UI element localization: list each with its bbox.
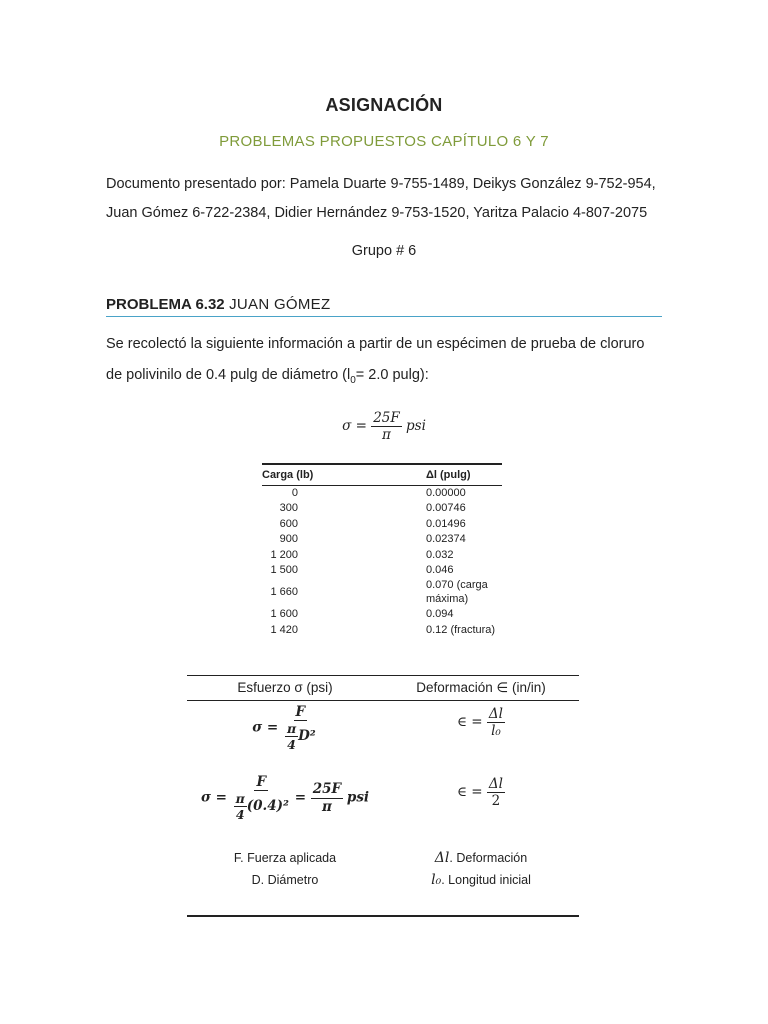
eq2-den-frac-num: π (235, 791, 245, 807)
eq1-den-frac (285, 721, 298, 752)
intro-line-2-b: = 2.0 pulg): (355, 367, 429, 383)
eq1-lhs: σ = (252, 719, 283, 736)
displacement-cell: 0.00746 (426, 502, 466, 515)
eq1r-den: l₀ (491, 723, 501, 740)
header-stress: Esfuerzo σ (psi) (237, 680, 333, 695)
table-body (262, 486, 502, 639)
formula-numerator: 25F (373, 410, 400, 426)
load-cell: 1 660 (270, 586, 298, 599)
eq2r-fraction (487, 776, 505, 809)
table-header-row (262, 464, 502, 486)
load-displacement-table (262, 463, 502, 638)
table-row (262, 563, 502, 578)
eq1-den-frac-num: π (286, 721, 297, 737)
eq2r-den: 2 (491, 793, 501, 810)
header-strain: Deformación ∈ (in/in) (416, 680, 546, 695)
eq2-fraction (232, 774, 291, 822)
eq2-unit: psi (346, 789, 370, 806)
strain-equation-general (383, 706, 579, 739)
intro-line-2-sub: 0 (350, 374, 356, 386)
eq2-mid: = (294, 789, 311, 806)
stress-formula (0, 410, 768, 443)
formula-fraction (371, 410, 402, 443)
intro-line-1: Se recolectó la siguiente información a partir de un espécimen de prueba de cloruro (106, 336, 645, 352)
table-row (262, 532, 502, 547)
displacement-cell: 0.01496 (426, 517, 466, 530)
eq2-den-frac (234, 791, 247, 822)
displacement-cell: 0.12 (fractura) (426, 623, 496, 636)
legend-length-symbol: l₀ (431, 872, 442, 888)
eq2-den2: π (321, 798, 332, 815)
legend-length-text: . Longitud inicial (441, 873, 531, 887)
authors-line-1: Documento presentado por: Pamela Duarte 9-755-1489, Deikys González 9-752-954, (106, 176, 656, 192)
displacement-cell: 0.094 (426, 608, 454, 621)
displacement-cell: 0.00000 (426, 487, 466, 499)
header-load: Carga (lb) (262, 464, 358, 486)
problem-heading (106, 296, 662, 317)
load-cell: 1 500 (270, 564, 298, 577)
formula-unit: psi (406, 418, 426, 435)
stress-equation-specific (187, 774, 383, 822)
legend-deformation (383, 850, 579, 866)
eq1-den (283, 721, 318, 752)
load-cell: 1 600 (270, 608, 298, 621)
load-cell: 1 420 (270, 623, 298, 636)
legend-diameter: D. Diámetro (251, 873, 319, 887)
eq2-num: F (256, 774, 267, 790)
load-cell: 1 200 (270, 548, 298, 561)
stress-strain-table (187, 675, 579, 917)
table-row (262, 578, 502, 607)
problem-number: PROBLEMA 6.32 (106, 296, 225, 313)
formula-denominator: π (382, 427, 391, 444)
eq1-den-tail: D² (298, 728, 316, 745)
load-cell: 600 (279, 517, 298, 530)
group-label: Grupo # 6 (351, 243, 417, 259)
eq1r-num: Δl (488, 706, 503, 722)
eq2-den (232, 791, 291, 822)
eq2r-num: Δl (488, 776, 503, 792)
eq1-fraction (283, 704, 318, 752)
strain-equation-specific (383, 776, 579, 809)
displacement-cell: 0.02374 (426, 533, 466, 546)
displacement-cell: 0.046 (426, 564, 454, 577)
eq1-den-frac-den: 4 (287, 737, 296, 753)
eq2-den-tail: (0.4)² (246, 798, 289, 815)
eq2-den-frac-den: 4 (235, 807, 245, 823)
problem-author: JUAN GÓMEZ (224, 296, 331, 313)
eq2-fraction-2 (311, 781, 343, 814)
document-subtitle: PROBLEMAS PROPUESTOS CAPÍTULO 6 Y 7 (219, 133, 549, 150)
formula-lhs: σ = (342, 418, 372, 435)
load-cell: 900 (279, 533, 298, 546)
table-row (262, 548, 502, 563)
authors-line-2: Juan Gómez 6-722-2384, Didier Hernández 9-753-1520, Yaritza Palacio 4-807-2075 (106, 205, 648, 221)
legend-deformation-text: . Deformación (449, 851, 528, 865)
load-cell: 300 (279, 502, 298, 515)
eq1-num: F (295, 704, 306, 720)
eq2-num2: 25F (312, 781, 342, 798)
table-row (262, 607, 502, 622)
displacement-cell: 0.032 (426, 548, 454, 561)
legend-initial-length (383, 872, 579, 888)
legend-deformation-symbol: Δl (434, 850, 450, 866)
table-row (262, 486, 502, 502)
eq1r-lhs: ∈ = (457, 714, 487, 731)
document-title: ASIGNACIÓN (325, 95, 443, 115)
intro-line-2-a: de polivinilo de 0.4 pulg de diámetro (l (106, 367, 351, 383)
legend-force: F. Fuerza aplicada (233, 851, 337, 865)
stress-equation-general (187, 704, 383, 752)
table-row (262, 501, 502, 516)
table-row (262, 517, 502, 532)
displacement-cell: 0.070 (carga máxima) (426, 579, 488, 605)
header-displacement: Δl (pulg) (358, 464, 502, 486)
eq2r-lhs: ∈ = (457, 784, 487, 801)
stress-table-header (187, 676, 579, 701)
intro-line-2 (106, 367, 429, 386)
eq2-lhs: σ = (200, 789, 232, 806)
load-cell: 0 (291, 487, 298, 499)
table-row (262, 623, 502, 638)
eq1r-fraction (487, 706, 505, 739)
